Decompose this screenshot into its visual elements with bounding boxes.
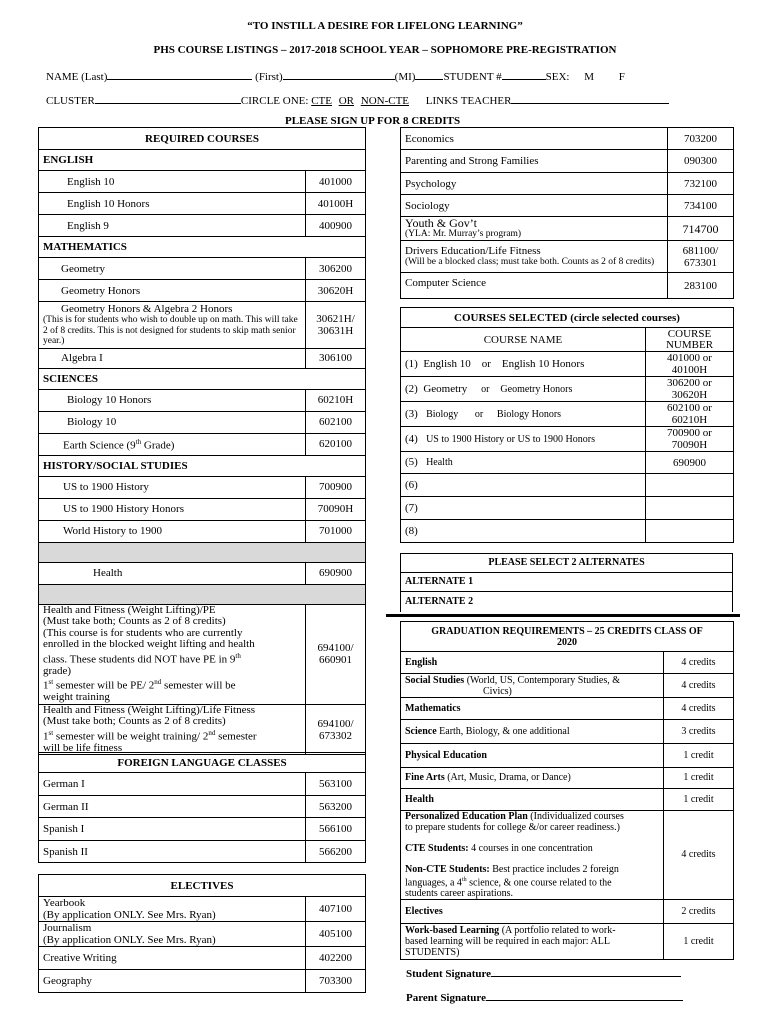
course-row[interactable]: English 9 400900 [39,215,366,237]
parent-signature: Parent Signature [406,988,683,1004]
name-first-label: (First) [255,71,283,83]
course-row[interactable]: Economics 703200 [401,128,734,150]
links-teacher-field[interactable] [511,92,669,104]
student-number-field[interactable] [502,68,546,80]
course-row[interactable]: Biology 10 602100 [39,411,366,433]
alternates-heading: PLEASE SELECT 2 ALTERNATES [401,554,733,573]
sex-label: SEX: [545,71,570,83]
course-row[interactable]: Spanish II 566200 [39,841,366,863]
selected-row[interactable]: (4) US to 1900 History or US to 1900 Honors 700900 or 70090H [401,427,734,452]
courses-selected-table: COURSES SELECTED (circle selected courses) COURSE NAME COURSE NUMBER (1) English 10 or English 10 Honors 401000 or 40100H (2) Geometry or Geometry Honors 306200 or 30620H (3) Biology or Biology Honors 602100 or 60210H (4) US to 1900 History or US to 1900 Honors 700900 or 70090H (5) Health 690900 (6) (7) (8) [400,307,734,543]
selected-row[interactable]: (2) Geometry or Geometry Honors 306200 or 30620H [401,377,734,402]
course-row[interactable]: Biology 10 Honors 60210H [39,389,366,411]
course-row[interactable]: Health 690900 [39,562,366,584]
electives-table [38,874,366,993]
non-cte-option[interactable]: NON-CTE [360,95,410,107]
history-heading: HISTORY/SOCIAL STUDIES [39,455,366,476]
alternates-table [400,553,733,612]
student-number-label: STUDENT # [443,71,502,83]
spacer-band [39,584,366,604]
name-last-field[interactable] [107,68,252,80]
cluster-label: CLUSTER [46,95,95,107]
circle-one-label: CIRCLE ONE: [240,95,309,107]
divider [386,614,740,617]
alternate-2[interactable]: ALTERNATE 2 [401,592,733,612]
course-row[interactable]: Algebra I 306100 [39,348,366,368]
course-row[interactable]: German I 563100 [39,773,366,796]
course-row[interactable]: Parenting and Strong Families 090300 [401,150,734,173]
grad-heading: GRADUATION REQUIREMENTS – 25 CREDITS CLASS OF [431,625,703,637]
selected-row[interactable]: (1) English 10 or English 10 Honors 401000 or 40100H [401,352,734,377]
course-row[interactable]: US to 1900 History Honors 70090H [39,498,366,520]
course-row[interactable]: World History to 1900 701000 [39,520,366,542]
name-mi-label: (MI) [394,71,416,83]
course-row[interactable]: Earth Science (9th Grade) 620100 [39,433,366,455]
sex-f-option[interactable]: F [618,71,625,83]
course-row[interactable]: Health and Fitness (Weight Lifting)/PE (Must take both; Counts as 2 of 8 credits) (This course is for students who are currently enrolled in the blocked weight lifting and health class. These students did NOT have PE in 9th grade) 1st semester will be PE/ 2nd semester will be weight training 694100/ 660901 [39,604,366,704]
right-electives-table [400,127,734,299]
cluster-field[interactable] [95,92,241,104]
cluster-row [46,92,669,107]
math-heading: MATHEMATICS [39,237,366,258]
student-signature: Student Signature [406,964,681,980]
course-row[interactable]: US to 1900 History 700900 [39,476,366,498]
spacer-band [39,542,366,562]
foreign-heading: FOREIGN LANGUAGE CLASSES [39,753,366,773]
sign-up-instruction: PLEASE SIGN UP FOR 8 CREDITS [285,115,461,127]
name-row [46,68,625,83]
course-row[interactable]: Health and Fitness (Weight Lifting)/Life Fitness (Must take both; Counts as 2 of 8 credits) 1st semester will be weight training/ 2nd semester will be life fitness 694100/ 673302 [39,704,366,755]
course-row[interactable]: Geometry 306200 [39,258,366,280]
courses-selected-heading: COURSES SELECTED (circle selected courses) [401,308,734,328]
parent-signature-field[interactable] [486,988,683,1001]
course-row[interactable]: Sociology 734100 [401,195,734,217]
course-name-header: COURSE NAME [401,328,646,352]
cte-option[interactable]: CTE [311,95,332,107]
selected-row[interactable]: (6) [401,474,734,497]
course-row[interactable]: Journalism (By application ONLY. See Mrs. Ryan) 405100 [39,922,366,947]
course-number-header: COURSE [667,327,712,340]
student-signature-field[interactable] [491,964,681,977]
links-teacher-label: LINKS TEACHER [425,95,512,107]
or-text: OR [338,95,354,107]
course-row[interactable]: Creative Writing 402200 [39,947,366,970]
course-row[interactable]: Drivers Education/Life Fitness (Will be a blocked class; must take both. Counts as 2 of 8 credits) 681100/ 673301 [401,241,734,273]
course-row[interactable]: Geography 703300 [39,970,366,993]
selected-row[interactable]: (5) Health 690900 [401,452,734,474]
course-row[interactable]: Spanish I 566100 [39,818,366,841]
course-row[interactable]: Psychology 732100 [401,173,734,195]
course-row[interactable]: Geometry Honors & Algebra 2 Honors (This is for students who wish to double up on math. This will take 2 of 8 credits. This is not designed for students to skip math senior year.) 30621H/ 30631H [39,302,366,349]
course-row[interactable]: Computer Science 283100 [401,273,734,299]
graduation-requirements-table: GRADUATION REQUIREMENTS – 25 CREDITS CLASS OF 2020 English 4 credits Social Studies (World, US, Contemporary Studies, & Civics) 4 credits Mathematics 4 credits Science Earth, Biology, & one additional 3 credits Physical Education 1 credit Fine Arts (Art, Music, Drama, or Dance) 1 credit Health 1 credit Personalized Education Plan (Individualized courses to prepare students for college &/or career readiness.) CTE Students: 4 courses in one concentration Non-CTE Students: Best practice includes 2 foreign languages, a 4th science, & one course related to the students career aspirations. 4 credits Electives 2 credits Work-based Learning (A portfolio related to work- based learning will be required in each major: ALL STUDENTS) 1 credit [400,621,734,960]
required-courses [38,127,365,754]
course-row[interactable]: German II 563200 [39,796,366,818]
selected-row[interactable]: (3) Biology or Biology Honors 602100 or 60210H [401,402,734,427]
course-row[interactable]: Youth & Gov’t (YLA: Mr. Murray’s program) 714700 [401,217,734,241]
page-title: PHS COURSE LISTINGS – 2017-2018 SCHOOL YEAR – SOPHOMORE PRE-REGISTRATION [153,44,617,56]
name-mi-field[interactable] [415,68,443,80]
alternate-1[interactable]: ALTERNATE 1 [401,573,733,592]
course-row[interactable]: English 10 401000 [39,171,366,193]
sex-m-option[interactable]: M [584,71,594,83]
foreign-language-table [38,752,366,863]
motto: “TO INSTILL A DESIRE FOR LIFELONG LEARNING” [247,20,523,32]
science-heading: SCIENCES [39,368,366,389]
required-heading: REQUIRED COURSES [39,128,366,150]
course-row[interactable]: Geometry Honors 30620H [39,280,366,302]
electives-heading: ELECTIVES [39,875,366,897]
course-row[interactable]: Yearbook (By application ONLY. See Mrs. Ryan) 407100 [39,897,366,922]
selected-row[interactable]: (7) [401,497,734,520]
english-heading: ENGLISH [39,150,366,171]
name-last-label: NAME (Last) [46,71,108,83]
selected-row[interactable]: (8) [401,520,734,543]
name-first-field[interactable] [283,68,395,80]
course-row[interactable]: English 10 Honors 40100H [39,193,366,215]
